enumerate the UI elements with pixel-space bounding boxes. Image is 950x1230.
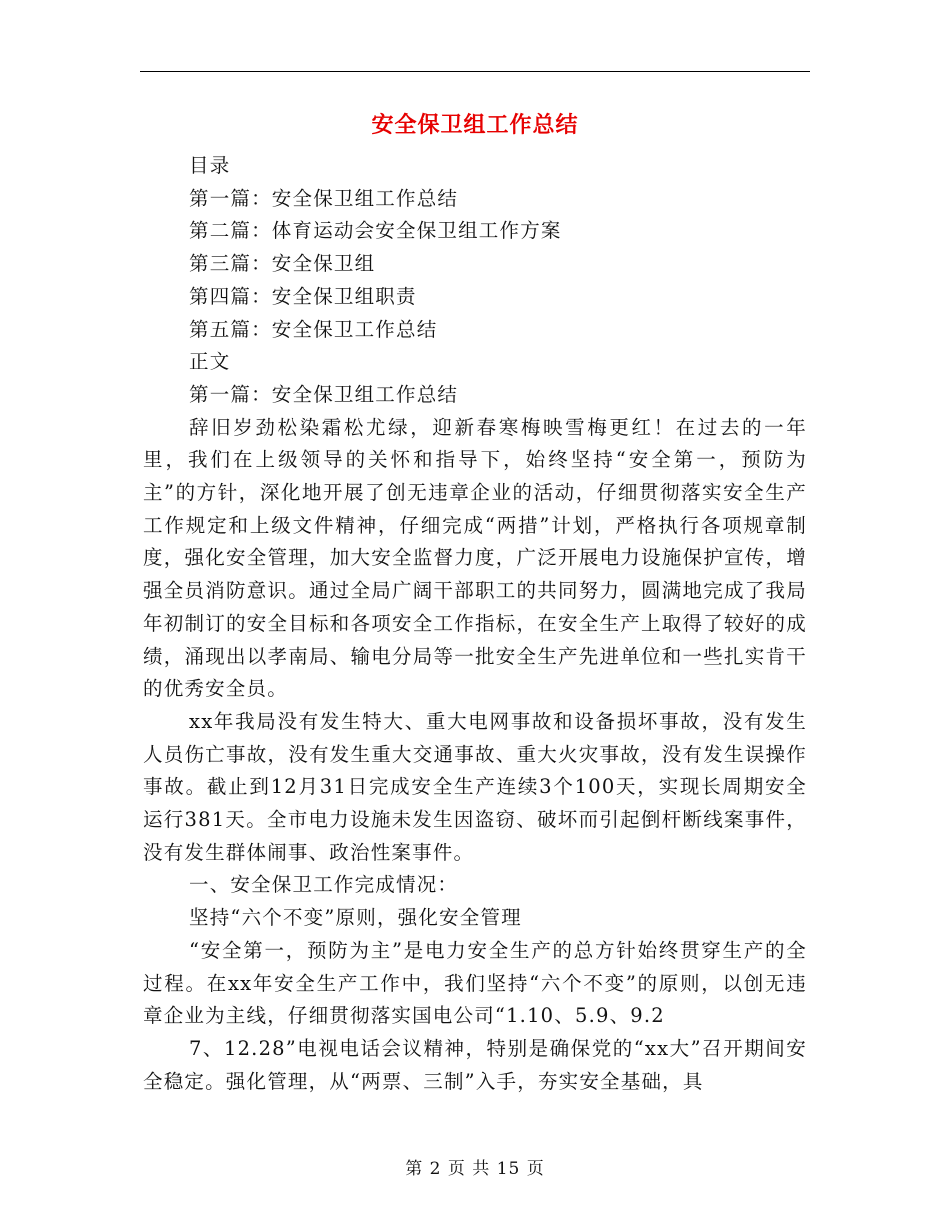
paragraph: 一、安全保卫工作完成情况： [189,873,459,897]
paragraph: “安全第一，预防为主”是电力安全生产的总方针始终贯穿生产的全过程。在xx年安全生产工作中，我们坚持“六个不变”的原则，以创无违章企业为主线，仔细贯彻落实国电公司“1.10、5.9、9.2 [143,938,807,1028]
paragraph: 7、12.28”电视电话会议精神，特别是确保党的“xx大”召开期间安全稳定。强化管理，从“两票、三制”入手，夯实安全基础，具 [143,1036,807,1093]
toc-item: 第一篇：安全保卫组工作总结 [189,186,459,210]
paragraph: 辞旧岁劲松染霜松尤绿，迎新春寒梅映雪梅更红！在过去的一年里，我们在上级领导的关怀和指导下，始终坚持“安全第一，预防为主”的方针，深化地开展了创无违章企业的活动，仔细贯彻落实安全生产工作规定和上级文件精神，仔细完成“两措”计划，严格执行各项规章制度，强化安全管理，加大安全监督力度，广泛开展电力设施保护宣传，增强全员消防意识。通过全局广阔干部职工的共同努力，圆满地完成了我局年初制订的安全目标和各项安全工作指标，在安全生产上取得了较好的成绩，涌现出以孝南局、输电分局等一批安全生产先进单位和一些扎实肯干的优秀安全员。 [143,415,807,701]
section-title: 第一篇：安全保卫组工作总结 [189,382,459,406]
page-footer: 第 2 页 共 15 页 [405,1159,545,1179]
toc-item: 第三篇：安全保卫组 [189,252,376,276]
header-rule [140,71,810,72]
toc-item: 第二篇：体育运动会安全保卫组工作方案 [189,219,562,243]
toc-item: 第四篇：安全保卫组职责 [189,284,417,308]
paragraph: 坚持“六个不变”原则，强化安全管理 [189,906,522,930]
body-heading: 正文 [189,350,231,374]
toc-heading: 目录 [189,154,231,177]
toc-item: 第五篇：安全保卫工作总结 [189,317,438,341]
paragraph: xx年我局没有发生特大、重大电网事故和设备损坏事故，没有发生人员伤亡事故，没有发生重大交通事故、重大火灾事故，没有发生误操作事故。截止到12月31日完成安全生产连续3个100天，实现长周期安全运行381天。全市电力设施未发生因盗窃、破坏而引起倒杆断线案事件，没有发生群体闹事、政治性案事件。 [143,709,807,864]
document-title: 安全保卫组工作总结 [371,112,579,138]
document-body [143,150,807,1098]
